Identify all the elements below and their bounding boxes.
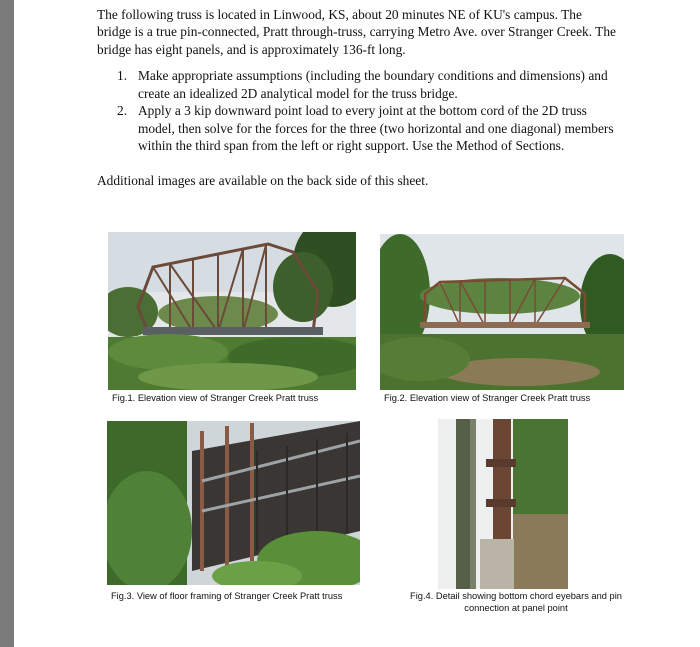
figure-4-caption (376, 590, 656, 614)
figure-4-caption-line-1: Fig.4. Detail showing bottom chord eyebars and pin (410, 591, 622, 601)
document-page (14, 0, 700, 647)
figure-4-photo (438, 419, 568, 589)
figure-3-caption: Fig.3. View of floor framing of Stranger Creek Pratt truss (111, 591, 343, 601)
figure-2-caption: Fig.2. Elevation view of Stranger Creek Pratt truss (384, 393, 591, 403)
question-number: 1. (117, 68, 128, 83)
question-list (117, 67, 622, 155)
question-text: Apply a 3 kip downward point load to every joint at the bottom cord of the 2D truss model, then solve for the forces for the three (two horizontal and one diagonal) members within the third span from the left or right support. Use the Method of Sections. (138, 103, 614, 154)
figure-3-photo (107, 421, 360, 585)
figure-1-photo (108, 232, 356, 390)
intro-text: The following truss is located in Linwood, KS, about 20 minutes NE of KU's campus. The bridge is a true pin-connected, Pratt through-truss, carrying Metro Ave. over Stranger Creek. The bridge has eight panels, and is approximately 136-ft long. (97, 7, 616, 57)
page-edge-bar (0, 0, 14, 647)
figure-2-photo (380, 234, 624, 390)
intro-paragraph (97, 6, 617, 58)
figure-4-caption-line-2: connection at panel point (464, 603, 568, 613)
question-item (117, 102, 622, 155)
question-item (117, 67, 622, 102)
question-number: 2. (117, 103, 128, 119)
figure-1-caption: Fig.1. Elevation view of Stranger Creek Pratt truss (112, 393, 319, 403)
question-text: Make appropriate assumptions (including the boundary conditions and dimensions) and create an idealized 2D analytical model for the truss bridge. (138, 68, 608, 101)
additional-note: Additional images are available on the back side of this sheet. (97, 173, 429, 188)
